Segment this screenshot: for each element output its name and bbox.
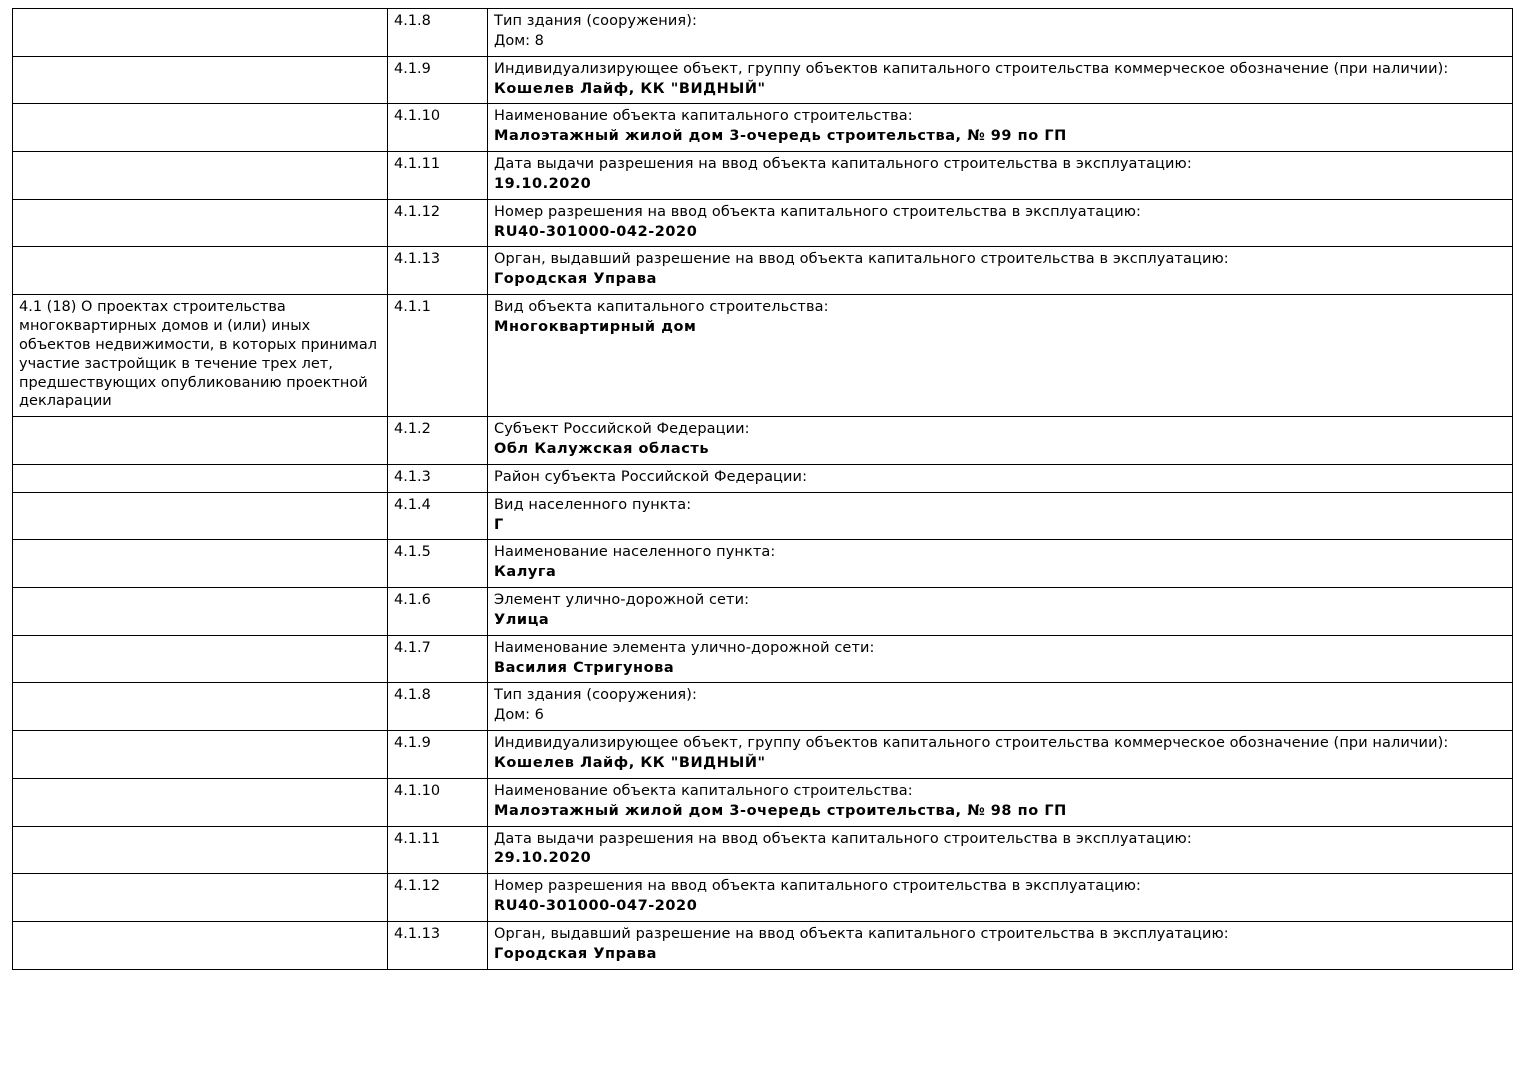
field-value: Дом: 8	[494, 32, 544, 49]
table-row	[13, 874, 1513, 922]
table-row	[13, 588, 1513, 636]
table-row	[13, 9, 1513, 57]
section-cell	[13, 635, 388, 683]
row-number-cell	[388, 778, 488, 826]
row-content-cell	[488, 56, 1513, 104]
row-number-cell	[388, 826, 488, 874]
field-label: Субъект Российской Федерации:	[494, 421, 750, 438]
table-row	[13, 417, 1513, 465]
field-label: Наименование объекта капитального строительства:	[494, 108, 913, 125]
row-content-cell	[488, 588, 1513, 636]
table-row	[13, 635, 1513, 683]
section-cell	[13, 540, 388, 588]
row-number: 4.1.9	[394, 60, 431, 77]
row-number-cell	[388, 295, 488, 417]
row-number-cell	[388, 9, 488, 57]
section-cell	[13, 56, 388, 104]
table-row	[13, 152, 1513, 200]
row-number: 4.1.2	[394, 421, 431, 438]
field-label: Номер разрешения на ввод объекта капитального строительства в эксплуатацию:	[494, 878, 1142, 895]
row-content-cell	[488, 464, 1513, 492]
row-content-cell	[488, 199, 1513, 247]
section-cell	[13, 152, 388, 200]
declaration-table-body	[13, 9, 1513, 970]
row-content-cell	[488, 874, 1513, 922]
row-number: 4.1.13	[394, 925, 441, 942]
row-content-cell	[488, 247, 1513, 295]
field-value: Кошелев Лайф, КК "ВИДНЫЙ"	[494, 755, 766, 771]
row-number: 4.1.11	[394, 830, 441, 847]
row-number: 4.1.1	[394, 299, 431, 316]
row-number-cell	[388, 492, 488, 540]
row-number: 4.1.5	[394, 544, 431, 561]
field-label: Наименование объекта капитального строительства:	[494, 782, 913, 799]
row-content-cell	[488, 295, 1513, 417]
field-label: Тип здания (сооружения):	[494, 687, 697, 704]
row-number: 4.1.7	[394, 639, 431, 656]
section-cell	[13, 464, 388, 492]
field-label: Наименование населенного пункта:	[494, 544, 776, 561]
row-content-cell	[488, 492, 1513, 540]
row-content-cell	[488, 540, 1513, 588]
section-cell	[13, 826, 388, 874]
row-content-cell	[488, 152, 1513, 200]
section-title: 4.1 (18) О проектах строительства многоквартирных домов и (или) иных объектов недвижимости, в которых принимал участие застройщик в течение трех лет, предшествующих опубликованию проектной декларации	[19, 299, 378, 410]
field-label: Наименование элемента улично-дорожной сети:	[494, 639, 875, 656]
table-row	[13, 778, 1513, 826]
field-value: RU40-301000-047-2020	[494, 898, 698, 915]
field-label: Дата выдачи разрешения на ввод объекта капитального строительства в эксплуатацию:	[494, 830, 1192, 847]
field-value: Многоквартирный дом	[494, 318, 697, 335]
section-cell	[13, 295, 388, 417]
row-content-cell	[488, 9, 1513, 57]
row-number-cell	[388, 540, 488, 588]
table-row	[13, 247, 1513, 295]
row-content-cell	[488, 778, 1513, 826]
row-content-cell	[488, 635, 1513, 683]
row-content-cell	[488, 731, 1513, 779]
row-content-cell	[488, 683, 1513, 731]
table-row	[13, 464, 1513, 492]
field-value: Обл Калужская область	[494, 441, 710, 458]
declaration-table	[12, 8, 1513, 970]
field-label: Номер разрешения на ввод объекта капитального строительства в эксплуатацию:	[494, 203, 1142, 220]
section-cell	[13, 874, 388, 922]
field-label: Тип здания (сооружения):	[494, 13, 697, 29]
row-number: 4.1.11	[394, 156, 441, 173]
row-number-cell	[388, 247, 488, 295]
field-value: Василия Стригунова	[494, 659, 675, 676]
section-cell	[13, 104, 388, 152]
row-number-cell	[388, 152, 488, 200]
section-cell	[13, 683, 388, 731]
section-cell	[13, 492, 388, 540]
row-number: 4.1.12	[394, 203, 441, 220]
section-cell	[13, 417, 388, 465]
row-content-cell	[488, 104, 1513, 152]
row-number: 4.1.9	[394, 735, 431, 752]
section-cell	[13, 199, 388, 247]
row-number-cell	[388, 683, 488, 731]
row-number: 4.1.8	[394, 687, 431, 704]
row-number-cell	[388, 56, 488, 104]
field-label: Дата выдачи разрешения на ввод объекта капитального строительства в эксплуатацию:	[494, 156, 1192, 173]
row-number-cell	[388, 635, 488, 683]
row-number-cell	[388, 417, 488, 465]
field-label: Индивидуализирующее объект, группу объектов капитального строительства коммерческое обозначение (при наличии):	[494, 735, 1449, 752]
table-row	[13, 295, 1513, 417]
field-value: Улица	[494, 611, 550, 628]
row-number-cell	[388, 731, 488, 779]
section-cell	[13, 731, 388, 779]
field-value: 29.10.2020	[494, 850, 592, 867]
field-value: RU40-301000-042-2020	[494, 223, 698, 240]
table-row	[13, 540, 1513, 588]
field-value: Малоэтажный жилой дом 3-очередь строительства, № 98 по ГП	[494, 802, 1067, 819]
field-label: Элемент улично-дорожной сети:	[494, 592, 750, 609]
table-row	[13, 683, 1513, 731]
field-value: Дом: 6	[494, 707, 544, 724]
row-number: 4.1.13	[394, 251, 441, 268]
field-label: Вид населенного пункта:	[494, 496, 692, 513]
field-label: Орган, выдавший разрешение на ввод объекта капитального строительства в эксплуатацию:	[494, 251, 1229, 268]
field-value: Городская Управа	[494, 271, 657, 288]
field-value: Городская Управа	[494, 945, 657, 962]
section-cell	[13, 588, 388, 636]
section-cell	[13, 778, 388, 826]
row-number: 4.1.6	[394, 592, 431, 609]
row-number: 4.1.10	[394, 782, 441, 799]
row-number-cell	[388, 588, 488, 636]
field-label: Орган, выдавший разрешение на ввод объекта капитального строительства в эксплуатацию:	[494, 925, 1229, 942]
row-number: 4.1.12	[394, 878, 441, 895]
field-value: Малоэтажный жилой дом 3-очередь строительства, № 99 по ГП	[494, 128, 1067, 145]
table-row	[13, 921, 1513, 969]
row-number: 4.1.8	[394, 13, 431, 29]
row-number-cell	[388, 104, 488, 152]
table-row	[13, 492, 1513, 540]
row-number: 4.1.3	[394, 468, 431, 485]
row-number-cell	[388, 921, 488, 969]
row-number: 4.1.10	[394, 108, 441, 125]
section-cell	[13, 9, 388, 57]
field-value: Г	[494, 516, 504, 533]
section-cell	[13, 921, 388, 969]
table-row	[13, 104, 1513, 152]
row-number: 4.1.4	[394, 496, 431, 513]
table-row	[13, 826, 1513, 874]
table-row	[13, 199, 1513, 247]
section-cell	[13, 247, 388, 295]
table-row	[13, 731, 1513, 779]
field-value: Кошелев Лайф, КК "ВИДНЫЙ"	[494, 80, 766, 97]
field-label: Индивидуализирующее объект, группу объектов капитального строительства коммерческое обозначение (при наличии):	[494, 60, 1449, 77]
row-content-cell	[488, 826, 1513, 874]
field-label: Район субъекта Российской Федерации:	[494, 468, 808, 485]
row-content-cell	[488, 921, 1513, 969]
table-row	[13, 56, 1513, 104]
row-number-cell	[388, 874, 488, 922]
row-content-cell	[488, 417, 1513, 465]
field-value: 19.10.2020	[494, 175, 592, 192]
row-number-cell	[388, 464, 488, 492]
row-number-cell	[388, 199, 488, 247]
field-value: Калуга	[494, 564, 557, 581]
field-label: Вид объекта капитального строительства:	[494, 299, 829, 316]
